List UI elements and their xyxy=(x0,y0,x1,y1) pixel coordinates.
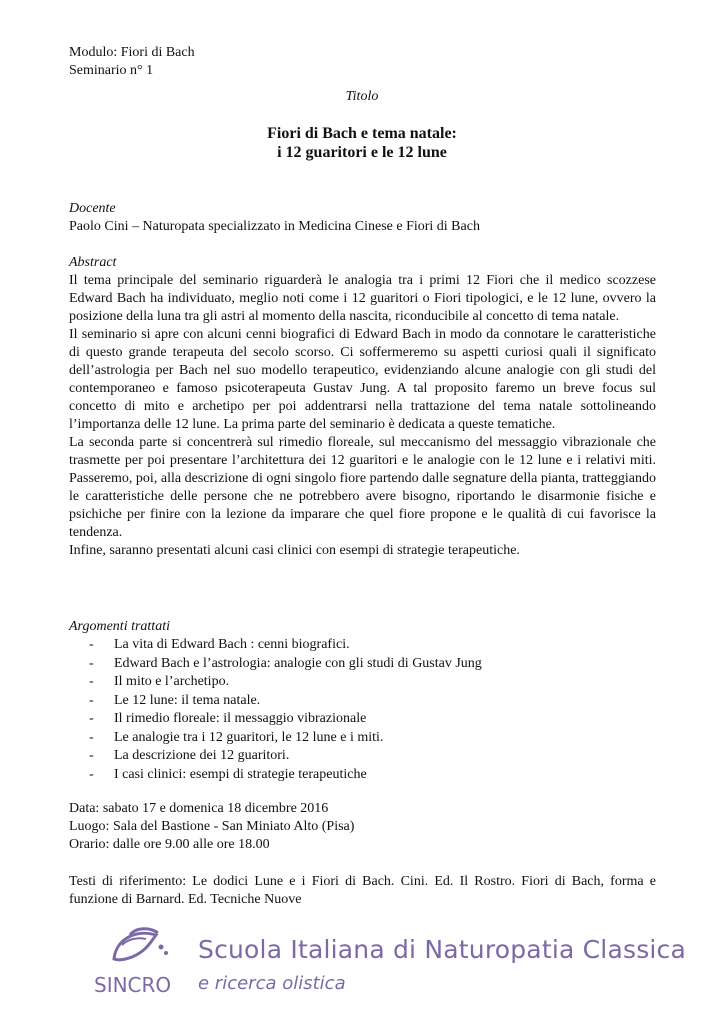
list-item xyxy=(69,747,482,766)
teacher-text: Paolo Cini – Naturopata specializzato in Medicina Cinese e Fiori di Bach xyxy=(69,219,480,234)
list-item xyxy=(69,655,482,674)
list-item-text: Le analogie tra i 12 guaritori, le 12 lune e i miti. xyxy=(114,729,384,745)
module-line: Modulo: Fiori di Bach xyxy=(69,45,195,60)
title-line-2: i 12 guaritori e le 12 lune xyxy=(277,144,447,161)
topics-list xyxy=(69,636,482,784)
abstract-heading: Abstract xyxy=(69,255,117,270)
references-text: Testi di riferimento: Le dodici Lune e i Fiori di Bach. Cini. Ed. Il Rostro. Fiori di Bach, forma e funzione di Barnard. Ed. Tecniche Nuove xyxy=(69,874,656,907)
list-item xyxy=(69,766,482,785)
abstract-paragraph: Il tema principale del seminario riguarderà le analogia tra i primi 12 Fiori che il medico scozzese Edward Bach ha individuato, meglio noti come i 12 guaritori o Fiori tipologici, e le 12 lune, ovvero la posizione della luna tra gli astri al momento della nascita, riconducibile al concetto di tema natale. xyxy=(69,273,656,324)
list-item-text: Il mito e l’archetipo. xyxy=(114,674,230,689)
list-item-text: Il rimedio floreale: il messaggio vibrazionale xyxy=(114,711,367,726)
logo-school-name: Scuola Italiana di Naturopatia Classica xyxy=(198,935,687,964)
bullet-dash: - xyxy=(89,692,94,708)
bullet-dash: - xyxy=(89,655,94,671)
list-item-text: La descrizione dei 12 guaritori. xyxy=(114,748,290,763)
title-line-1: Fiori di Bach e tema natale: xyxy=(267,125,457,142)
event-place: Luogo: Sala del Bastione - San Miniato Alto (Pisa) xyxy=(69,819,355,834)
teacher-heading: Docente xyxy=(69,201,116,216)
bullet-dash: - xyxy=(89,766,94,782)
logo-acronym: SINCRO xyxy=(94,973,172,997)
event-time: Orario: dalle ore 9.00 alle ore 18.00 xyxy=(69,837,270,852)
abstract-paragraph: Il seminario si apre con alcuni cenni biografici di Edward Bach in modo da connotare le caratteristiche di questo grande terapeuta del secolo scorso. Ci soffermeremo su aspetti curiosi quali il significato dell’astrologia per Bach nel suo modello terapeutico, evidenziando alcune analogie con gli studi del contemporaneo e famoso psicoterapeuta Gustav Jung. A tal proposito faremo un breve focus sul concetto di mito e archetipo per poi addentrarsi nella trattazione del tema natale sottolineando l’importanza delle 12 lune. La prima parte del seminario è dedicata a queste tematiche. xyxy=(69,327,656,432)
bullet-dash: - xyxy=(89,729,94,745)
seminar-line: Seminario n° 1 xyxy=(69,63,154,78)
list-item-text: Edward Bach e l’astrologia: analogie con gli studi di Gustav Jung xyxy=(114,655,482,671)
list-item-text: I casi clinici: esempi di strategie terapeutiche xyxy=(114,766,367,782)
list-item xyxy=(69,673,482,692)
title-label: Titolo xyxy=(345,89,379,104)
abstract-paragraph: La seconda parte si concentrerà sul rimedio floreale, sul meccanismo del messaggio vibrazionale che trasmette per poi presentare l’architettura dei 12 guaritori e le analogie con le 12 lune e i relativi miti. Passeremo, poi, alla descrizione di ogni singolo fiore partendo dalle segnature della pianta, tratteggiando le caratteristiche delle persone che ne potrebbero avere bisogno, riportando le disarmonie fisiche e psichiche per finire con la lezione da imparare che quel fiore propone e le qualità di cui favorisce la tendenza. xyxy=(69,435,656,540)
list-item xyxy=(69,636,482,655)
list-item xyxy=(69,692,482,711)
flower-bud-icon xyxy=(106,925,176,975)
list-item xyxy=(69,710,482,729)
bullet-dash: - xyxy=(89,711,94,726)
logo-subtitle: e ricerca olistica xyxy=(198,973,346,994)
bullet-dash: - xyxy=(89,674,94,689)
list-item-text: Le 12 lune: il tema natale. xyxy=(114,692,261,708)
bullet-dash: - xyxy=(89,637,94,652)
bullet-dash: - xyxy=(89,748,94,763)
list-item xyxy=(69,729,482,748)
abstract-paragraph: Infine, saranno presentati alcuni casi clinici con esempi di strategie terapeutiche. xyxy=(69,543,520,558)
topics-heading: Argomenti trattati xyxy=(69,619,170,634)
event-date: Data: sabato 17 e domenica 18 dicembre 2016 xyxy=(69,801,329,816)
school-logo xyxy=(90,925,687,1005)
document-title xyxy=(0,124,724,162)
abstract-body xyxy=(69,272,656,560)
list-item-text: La vita di Edward Bach : cenni biografici. xyxy=(114,637,350,652)
